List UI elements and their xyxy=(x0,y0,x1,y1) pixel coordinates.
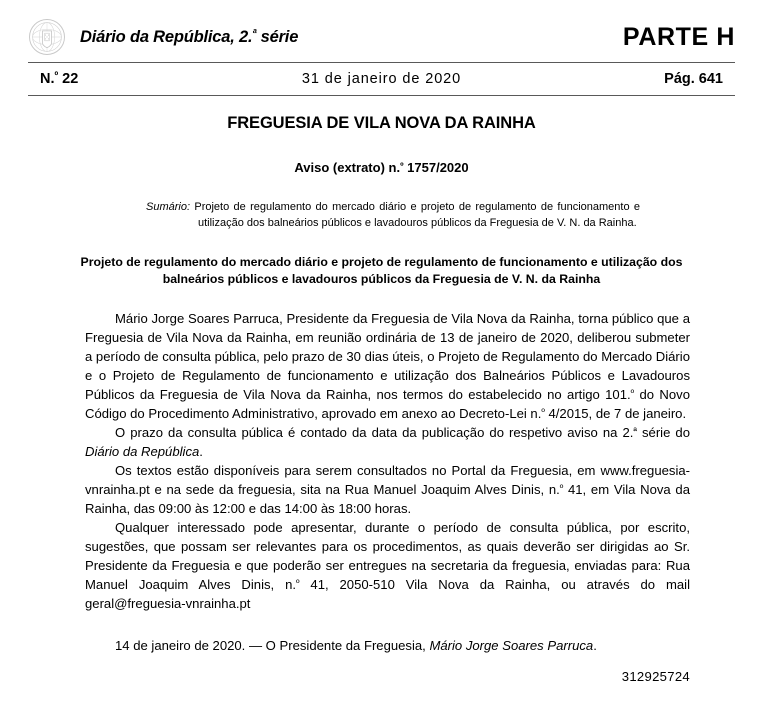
paragraph-1 xyxy=(85,309,690,423)
paragraph-4-ordinal: º xyxy=(296,578,300,590)
publication-series: série xyxy=(256,27,299,46)
notice-title xyxy=(0,160,763,175)
paragraph-4-part-a: Qualquer interessado pode apresentar, durante o período de consulta pública, por escrito, sugestões, que possam ser relevantes para os procedimentos, as quais deverão ser dirigidas ao Sr. Presidente da Freguesia e que poderão ser entregues na secretaria da freguesia, enviadas para: Rua Manuel Joaquim Alves Dinis, n. xyxy=(85,520,690,593)
page-title: FREGUESIA DE VILA NOVA DA RAINHA xyxy=(227,114,536,132)
signature-line xyxy=(0,636,763,655)
paragraph-3 xyxy=(85,461,690,518)
document-content xyxy=(0,108,763,684)
signature-name: Mário Jorge Soares Parruca xyxy=(429,637,594,653)
notice-title-ordinal: º xyxy=(400,161,404,172)
publication-title xyxy=(80,28,298,47)
signature-period: . xyxy=(593,637,597,653)
paragraph-1-part-a: Mário Jorge Soares Parruca, Presidente da Freguesia de Vila Nova da Rainha, torna público que a Freguesia de Vila Nova da Rainha, em reunião ordinária de 13 de janeiro de 2020, deliberou submeter a período de consulta pública, pelo prazo de 30 dias úteis, o Projeto de Regulamento do Mercado Diário e o Projeto de Regulamento de funcionamento e utilização dos Balneários Públicos e Lavadouros Públicos da Freguesia de Vila Nova da Rainha, nos termos do estabelecido no artigo 101. xyxy=(85,310,690,402)
signature-date: 14 de janeiro de 2020. — O Presidente da Freguesia, xyxy=(115,637,430,653)
issue-info-bar xyxy=(28,63,735,95)
summary-label: Sumário: xyxy=(146,201,191,213)
paragraph-3-part-a: Os textos estão disponíveis para serem consultados no Portal da Freguesia, em www.freguesia-vnrainha.pt e na sede da freguesia, sita na Rua Manuel Joaquim Alves Dinis, n. xyxy=(85,463,690,498)
page-number: Pág. 641 xyxy=(664,71,723,87)
paragraph-3-ordinal: º xyxy=(559,483,564,495)
paragraph-3-part-b: 41, em Vila Nova da Rainha, das 09:00 às 12:00 e das 14:00 às 18:00 horas. xyxy=(85,482,690,517)
document-reference-number: 312925724 xyxy=(621,668,690,684)
paragraph-4-part-b: 41, 2050-510 Vila Nova da Rainha, ou através do mail geral@freguesia-vnrainha.pt xyxy=(85,577,690,612)
paragraph-2-part-b: série do xyxy=(636,425,690,441)
issue-number-value: 22 xyxy=(58,71,79,87)
paragraph-2-part-a: O prazo da consulta pública é contado da data da publicação do respetivo aviso na 2. xyxy=(115,425,634,441)
paragraph-2-publication-name: Diário da República xyxy=(85,444,200,460)
paragraph-2 xyxy=(85,423,690,461)
paragraph-1-ordinal-1: º xyxy=(630,387,635,399)
notice-title-prefix: Aviso (extrato) n. xyxy=(294,160,401,175)
body-text xyxy=(0,309,763,614)
issue-number-ordinal: º xyxy=(54,71,59,82)
publication-name: Diário da República, 2. xyxy=(80,27,253,46)
masthead xyxy=(28,14,735,60)
issue-date: 31 de janeiro de 2020 xyxy=(301,71,462,87)
paragraph-1-part-c: 4/2015, de 7 de janeiro. xyxy=(544,406,687,422)
portuguese-coat-of-arms-seal-icon xyxy=(28,18,66,56)
summary-block xyxy=(0,200,763,232)
paragraph-4 xyxy=(85,518,690,613)
header-rule-bottom xyxy=(28,95,735,96)
section-heading: Projeto de regulamento do mercado diário e projeto de regulamento de funcionamento e utilização dos balneários públicos e lavadouros públicos da Freguesia de V. N. da Rainha xyxy=(80,254,683,287)
part-label: PARTE H xyxy=(622,22,735,51)
notice-title-number: 1757/2020 xyxy=(403,160,469,175)
paragraph-1-part-b: do Novo Código do Procedimento Administrativo, aprovado em anexo ao Decreto-Lei n. xyxy=(85,386,690,422)
paragraph-2-part-c: . xyxy=(199,444,203,460)
summary-text: Projeto de regulamento do mercado diário e projeto de regulamento de funcionamento e utilização dos balneários públicos e lavadouros públicos da Freguesia de V. N. da Rainha. xyxy=(194,201,641,229)
publication-ordinal: ª xyxy=(252,27,257,40)
issue-number-prefix: N. xyxy=(40,71,55,87)
paragraph-1-ordinal-2: º xyxy=(541,407,545,419)
paragraph-2-ordinal: ª xyxy=(633,426,637,438)
